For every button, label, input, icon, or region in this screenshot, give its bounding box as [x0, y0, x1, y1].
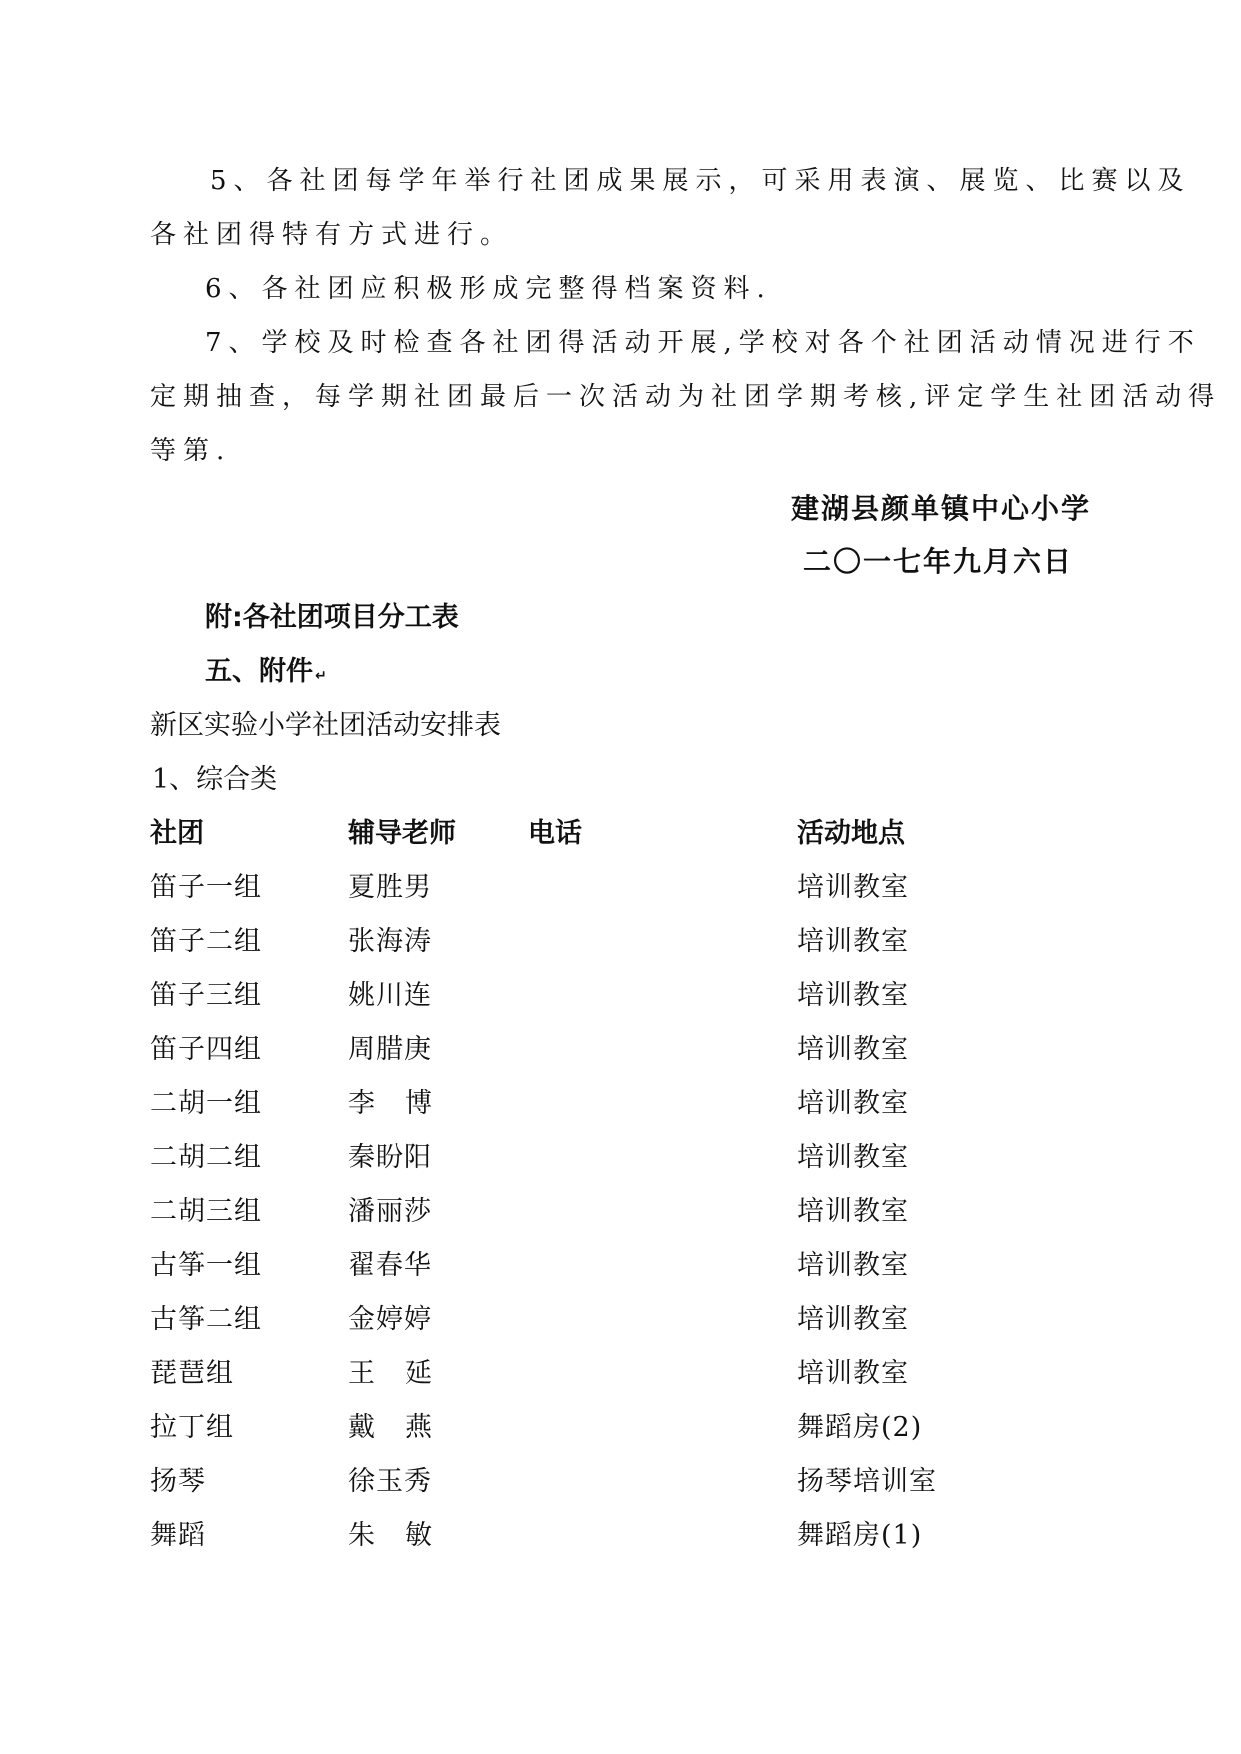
- row-teacher: 徐玉秀: [348, 1466, 432, 1497]
- header-club: 社团: [150, 818, 204, 849]
- row-location: 舞蹈房(1): [797, 1520, 923, 1551]
- row-teacher: 张海涛: [348, 926, 432, 957]
- row-location: 培训教室: [797, 1088, 909, 1119]
- paragraph-6: 6、各社团应积极形成完整得档案资料.: [205, 274, 772, 304]
- paragraph-5-line-1: 5、各社团每学年举行社团成果展示，可采用表演、展览、比赛以及: [210, 166, 1191, 196]
- row-location: 扬琴培训室: [797, 1466, 937, 1497]
- row-club: 舞蹈: [150, 1520, 206, 1551]
- paragraph-7-line-2: 定期抽查，每学期社团最后一次活动为社团学期考核,评定学生社团活动得: [150, 382, 1222, 412]
- paragraph-5-line-2: 各社团得特有方式进行。: [150, 220, 514, 250]
- paragraph-7-line-1: 7、学校及时检查各社团得活动开展,学校对各个社团活动情况进行不: [205, 328, 1201, 358]
- row-club: 笛子四组: [150, 1034, 262, 1065]
- paragraph-7-line-3: 等第.: [150, 436, 232, 466]
- row-location: 培训教室: [797, 1196, 909, 1227]
- row-teacher: 秦盼阳: [348, 1142, 432, 1173]
- row-teacher: 王延: [348, 1358, 462, 1389]
- row-location: 培训教室: [797, 1304, 909, 1335]
- attachment-note: 附:各社团项目分工表: [205, 602, 459, 633]
- row-location: 培训教室: [797, 980, 909, 1011]
- row-location: 培训教室: [797, 926, 909, 957]
- row-club: 拉丁组: [150, 1412, 234, 1443]
- row-teacher: 姚川连: [348, 980, 432, 1011]
- row-location: 舞蹈房(2): [797, 1412, 923, 1443]
- section-heading-text: 五、附件: [205, 656, 313, 687]
- paragraph-mark-icon: ↵: [315, 668, 327, 684]
- header-location: 活动地点: [797, 818, 905, 849]
- section-heading: [205, 649, 327, 688]
- row-club: 二胡三组: [150, 1196, 262, 1227]
- row-club: 二胡一组: [150, 1088, 262, 1119]
- row-club: 二胡二组: [150, 1142, 262, 1173]
- row-location: 培训教室: [797, 1034, 909, 1065]
- signature-date: 二〇一七年九月六日: [802, 545, 1073, 578]
- row-club: 古筝一组: [150, 1250, 262, 1281]
- row-location: 培训教室: [797, 1358, 909, 1389]
- row-club: 笛子一组: [150, 872, 262, 903]
- row-location: 培训教室: [797, 872, 909, 903]
- row-club: 扬琴: [150, 1466, 206, 1497]
- category-label: 1、综合类: [152, 764, 278, 795]
- row-location: 培训教室: [797, 1142, 909, 1173]
- signature-school: 建湖县颜单镇中心小学: [790, 492, 1091, 525]
- row-club: 笛子三组: [150, 980, 262, 1011]
- row-club: 古筝二组: [150, 1304, 262, 1335]
- row-teacher: 翟春华: [348, 1250, 432, 1281]
- row-teacher: 金婷婷: [348, 1304, 432, 1335]
- row-teacher: 潘丽莎: [348, 1196, 432, 1227]
- row-location: 培训教室: [797, 1250, 909, 1281]
- row-teacher: 夏胜男: [348, 872, 432, 903]
- row-teacher: 周腊庚: [348, 1034, 432, 1065]
- header-teacher: 辅导老师: [348, 818, 456, 849]
- table-title: 新区实验小学社团活动安排表: [150, 710, 501, 741]
- row-club: 笛子二组: [150, 926, 262, 957]
- row-teacher: 戴燕: [348, 1412, 462, 1443]
- header-phone: 电话: [528, 818, 582, 849]
- row-teacher: 李博: [348, 1088, 462, 1119]
- row-teacher: 朱敏: [348, 1520, 462, 1551]
- row-club: 琵琶组: [150, 1358, 234, 1389]
